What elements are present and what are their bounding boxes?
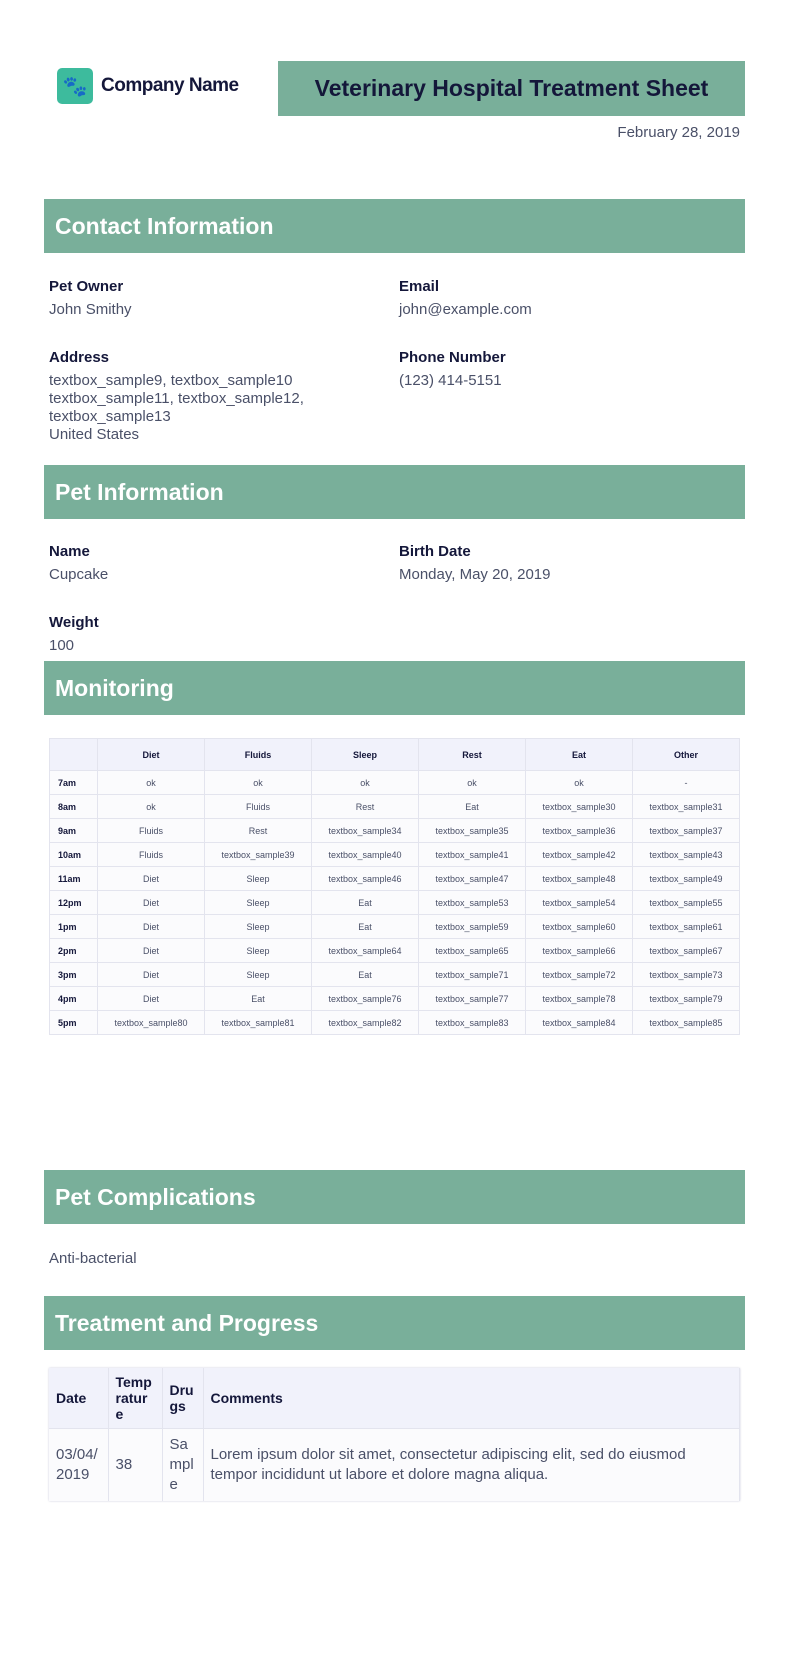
table-cell: textbox_sample43	[633, 843, 740, 867]
table-cell: textbox_sample82	[312, 1011, 419, 1035]
column-header: Fluids	[205, 739, 312, 771]
weight-label: Weight	[49, 614, 99, 631]
table-cell: textbox_sample78	[526, 987, 633, 1011]
table-cell: textbox_sample53	[419, 891, 526, 915]
table-cell: textbox_sample72	[526, 963, 633, 987]
table-cell: Diet	[98, 939, 205, 963]
complications-text: Anti-bacterial	[49, 1250, 137, 1267]
table-cell: textbox_sample36	[526, 819, 633, 843]
owner-label: Pet Owner	[49, 278, 124, 295]
table-cell: textbox_sample83	[419, 1011, 526, 1035]
table-cell: textbox_sample66	[526, 939, 633, 963]
table-cell: textbox_sample37	[633, 819, 740, 843]
time-cell: 7am	[50, 771, 98, 795]
section-pet-heading: Pet Information	[44, 465, 745, 519]
col-date: Date	[49, 1368, 108, 1429]
table-cell: textbox_sample41	[419, 843, 526, 867]
table-cell: ok	[205, 771, 312, 795]
table-cell: Fluids	[205, 795, 312, 819]
table-row	[50, 915, 740, 939]
address-line: textbox_sample13	[49, 408, 171, 425]
table-cell: textbox_sample42	[526, 843, 633, 867]
table-cell: textbox_sample59	[419, 915, 526, 939]
column-header: Diet	[98, 739, 205, 771]
table-cell: Diet	[98, 915, 205, 939]
column-header: Rest	[419, 739, 526, 771]
column-header: Other	[633, 739, 740, 771]
table-cell: textbox_sample46	[312, 867, 419, 891]
table-cell: textbox_sample77	[419, 987, 526, 1011]
time-cell: 2pm	[50, 939, 98, 963]
time-cell: 9am	[50, 819, 98, 843]
table-cell: Eat	[205, 987, 312, 1011]
company-logo	[57, 68, 239, 104]
table-cell: Sleep	[205, 963, 312, 987]
table-row	[50, 819, 740, 843]
table-cell: textbox_sample40	[312, 843, 419, 867]
table-cell: ok	[419, 771, 526, 795]
col-comments: Comments	[203, 1368, 740, 1429]
address-line: textbox_sample11, textbox_sample12,	[49, 390, 304, 407]
time-cell: 11am	[50, 867, 98, 891]
table-cell: textbox_sample73	[633, 963, 740, 987]
table-cell: ok	[312, 771, 419, 795]
table-cell: Sleep	[205, 867, 312, 891]
time-cell: 12pm	[50, 891, 98, 915]
time-cell: 5pm	[50, 1011, 98, 1035]
column-header	[50, 739, 98, 771]
table-row	[50, 987, 740, 1011]
table-cell: Fluids	[98, 843, 205, 867]
table-cell: textbox_sample80	[98, 1011, 205, 1035]
address-label: Address	[49, 349, 110, 366]
table-cell: Diet	[98, 891, 205, 915]
table-cell: textbox_sample71	[419, 963, 526, 987]
section-contact-heading: Contact Information	[44, 199, 745, 253]
document-date: February 28, 2019	[617, 124, 740, 141]
table-cell: Sleep	[205, 939, 312, 963]
time-cell: 1pm	[50, 915, 98, 939]
name-value: Cupcake	[49, 566, 109, 583]
name-label: Name	[49, 543, 90, 560]
phone-value: (123) 414-5151	[399, 372, 502, 389]
section-complications-heading: Pet Complications	[44, 1170, 745, 1224]
table-cell: textbox_sample30	[526, 795, 633, 819]
monitoring-table	[49, 738, 740, 1035]
table-row	[50, 867, 740, 891]
table-row	[50, 939, 740, 963]
table-row	[49, 1429, 740, 1502]
table-cell: Eat	[312, 891, 419, 915]
table-cell: Eat	[312, 915, 419, 939]
table-cell: Sleep	[205, 915, 312, 939]
birth-label: Birth Date	[399, 543, 471, 560]
owner-value: John Smithy	[49, 301, 132, 318]
email-label: Email	[399, 278, 440, 295]
table-row	[50, 843, 740, 867]
birth-value: Monday, May 20, 2019	[399, 566, 551, 583]
table-cell: textbox_sample55	[633, 891, 740, 915]
company-name: Company Name	[101, 75, 239, 96]
table-cell: textbox_sample47	[419, 867, 526, 891]
cell-comments: Lorem ipsum dolor sit amet, consectetur adipiscing elit, sed do eiusmod tempor incididunt ut labore et dolore magna aliqua.	[203, 1429, 740, 1502]
table-cell: textbox_sample79	[633, 987, 740, 1011]
table-cell: Rest	[312, 795, 419, 819]
col-temperature: Temprature	[108, 1368, 162, 1429]
weight-value: 100	[49, 637, 75, 654]
table-cell: textbox_sample31	[633, 795, 740, 819]
table-cell: textbox_sample49	[633, 867, 740, 891]
table-cell: Fluids	[98, 819, 205, 843]
table-cell: textbox_sample67	[633, 939, 740, 963]
table-cell: textbox_sample65	[419, 939, 526, 963]
table-cell: textbox_sample85	[633, 1011, 740, 1035]
cell-drugs: Sample	[162, 1429, 203, 1502]
table-cell: Diet	[98, 987, 205, 1011]
table-cell: textbox_sample48	[526, 867, 633, 891]
table-cell: textbox_sample64	[312, 939, 419, 963]
table-row	[50, 795, 740, 819]
title-banner	[278, 61, 745, 116]
table-cell: textbox_sample61	[633, 915, 740, 939]
address-value	[49, 372, 304, 444]
table-cell: textbox_sample35	[419, 819, 526, 843]
table-cell: ok	[98, 795, 205, 819]
table-cell: textbox_sample39	[205, 843, 312, 867]
table-cell: textbox_sample76	[312, 987, 419, 1011]
table-row	[50, 1011, 740, 1035]
section-treatment-heading: Treatment and Progress	[44, 1296, 745, 1350]
time-cell: 3pm	[50, 963, 98, 987]
cell-date: 03/04/2019	[49, 1429, 108, 1502]
column-header: Eat	[526, 739, 633, 771]
time-cell: 10am	[50, 843, 98, 867]
table-row	[50, 963, 740, 987]
time-cell: 4pm	[50, 987, 98, 1011]
table-cell: Eat	[419, 795, 526, 819]
table-cell: textbox_sample84	[526, 1011, 633, 1035]
col-drugs: Drugs	[162, 1368, 203, 1429]
address-line: textbox_sample9, textbox_sample10	[49, 372, 293, 389]
table-cell: Eat	[312, 963, 419, 987]
address-line: United States	[49, 426, 140, 443]
table-row	[50, 771, 740, 795]
table-cell: Diet	[98, 963, 205, 987]
table-row	[50, 891, 740, 915]
section-monitoring-heading: Monitoring	[44, 661, 745, 715]
phone-label: Phone Number	[399, 349, 506, 366]
paw-icon: 🐾	[57, 68, 93, 104]
table-cell: ok	[526, 771, 633, 795]
table-cell: textbox_sample34	[312, 819, 419, 843]
page-title: Veterinary Hospital Treatment Sheet	[314, 75, 709, 101]
table-cell: ok	[98, 771, 205, 795]
email-value: john@example.com	[399, 301, 532, 318]
table-cell: Sleep	[205, 891, 312, 915]
table-cell: textbox_sample60	[526, 915, 633, 939]
table-cell: Rest	[205, 819, 312, 843]
treatment-table	[49, 1368, 740, 1501]
cell-temperature: 38	[108, 1429, 162, 1502]
column-header: Sleep	[312, 739, 419, 771]
table-cell: -	[633, 771, 740, 795]
table-cell: textbox_sample54	[526, 891, 633, 915]
table-cell: textbox_sample81	[205, 1011, 312, 1035]
table-cell: Diet	[98, 867, 205, 891]
time-cell: 8am	[50, 795, 98, 819]
